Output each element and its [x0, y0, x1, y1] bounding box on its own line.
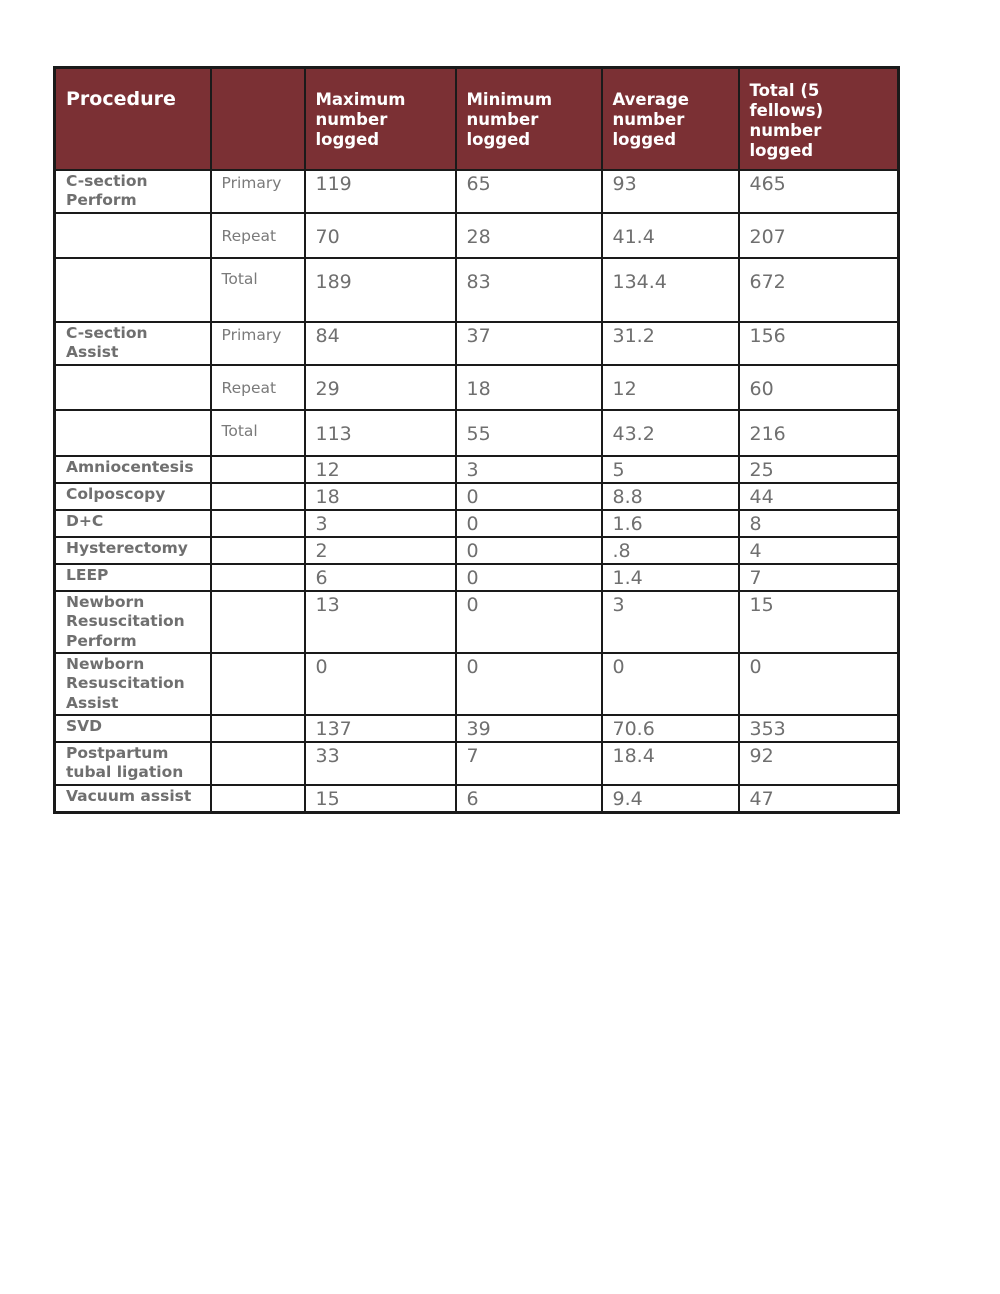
- cell-minimum: 6: [456, 785, 602, 813]
- cell-average: 1.4: [602, 564, 739, 591]
- cell-minimum: 55: [456, 410, 602, 456]
- header-average: Average number logged: [602, 68, 739, 170]
- cell-average: 0: [602, 653, 739, 715]
- table-row: [55, 456, 899, 483]
- cell-subtype: [211, 591, 305, 653]
- table-row: [55, 591, 899, 653]
- cell-subtype: Repeat: [211, 213, 305, 258]
- table-row: [55, 410, 899, 456]
- cell-procedure: Amniocentesis: [55, 456, 211, 483]
- cell-total: 7: [739, 564, 899, 591]
- cell-total: 216: [739, 410, 899, 456]
- cell-average: .8: [602, 537, 739, 564]
- cell-average: 1.6: [602, 510, 739, 537]
- table-row: [55, 564, 899, 591]
- cell-total: 0: [739, 653, 899, 715]
- cell-total: 4: [739, 537, 899, 564]
- cell-average: 41.4: [602, 213, 739, 258]
- table-row: [55, 258, 899, 322]
- cell-minimum: 28: [456, 213, 602, 258]
- cell-procedure: C-section Assist: [55, 322, 211, 365]
- cell-procedure: LEEP: [55, 564, 211, 591]
- cell-minimum: 0: [456, 537, 602, 564]
- cell-minimum: 0: [456, 483, 602, 510]
- cell-subtype: [211, 715, 305, 742]
- header-procedure: Procedure: [55, 68, 211, 170]
- table-row: [55, 510, 899, 537]
- cell-average: 70.6: [602, 715, 739, 742]
- cell-subtype: [211, 510, 305, 537]
- cell-average: 43.2: [602, 410, 739, 456]
- cell-minimum: 7: [456, 742, 602, 785]
- cell-procedure: Newborn Resuscitation Assist: [55, 653, 211, 715]
- cell-procedure: D+C: [55, 510, 211, 537]
- cell-maximum: 84: [305, 322, 456, 365]
- cell-minimum: 0: [456, 591, 602, 653]
- cell-subtype: [211, 456, 305, 483]
- cell-minimum: 18: [456, 365, 602, 410]
- cell-minimum: 0: [456, 510, 602, 537]
- cell-procedure: [55, 365, 211, 410]
- cell-total: 60: [739, 365, 899, 410]
- cell-maximum: 6: [305, 564, 456, 591]
- table-row: [55, 715, 899, 742]
- cell-average: 9.4: [602, 785, 739, 813]
- cell-subtype: [211, 653, 305, 715]
- table-header-row: [55, 68, 899, 170]
- table-row: [55, 742, 899, 785]
- cell-subtype: Total: [211, 258, 305, 322]
- cell-maximum: 18: [305, 483, 456, 510]
- cell-maximum: 0: [305, 653, 456, 715]
- table-row: [55, 365, 899, 410]
- cell-total: 92: [739, 742, 899, 785]
- table-row: [55, 653, 899, 715]
- cell-total: 672: [739, 258, 899, 322]
- cell-maximum: 15: [305, 785, 456, 813]
- cell-subtype: [211, 564, 305, 591]
- cell-average: 134.4: [602, 258, 739, 322]
- cell-maximum: 113: [305, 410, 456, 456]
- cell-average: 3: [602, 591, 739, 653]
- cell-subtype: Primary: [211, 170, 305, 213]
- cell-maximum: 189: [305, 258, 456, 322]
- cell-maximum: 3: [305, 510, 456, 537]
- cell-minimum: 37: [456, 322, 602, 365]
- cell-total: 353: [739, 715, 899, 742]
- cell-total: 47: [739, 785, 899, 813]
- cell-subtype: [211, 483, 305, 510]
- table-row: [55, 537, 899, 564]
- cell-average: 93: [602, 170, 739, 213]
- cell-maximum: 13: [305, 591, 456, 653]
- cell-subtype: [211, 785, 305, 813]
- cell-procedure: Postpartum tubal ligation: [55, 742, 211, 785]
- cell-maximum: 70: [305, 213, 456, 258]
- cell-average: 12: [602, 365, 739, 410]
- cell-procedure: C-section Perform: [55, 170, 211, 213]
- cell-procedure: [55, 258, 211, 322]
- cell-maximum: 2: [305, 537, 456, 564]
- cell-subtype: Total: [211, 410, 305, 456]
- cell-subtype: [211, 537, 305, 564]
- cell-minimum: 65: [456, 170, 602, 213]
- cell-minimum: 39: [456, 715, 602, 742]
- cell-procedure: Vacuum assist: [55, 785, 211, 813]
- cell-total: 15: [739, 591, 899, 653]
- cell-maximum: 137: [305, 715, 456, 742]
- header-subtype: [211, 68, 305, 170]
- procedure-log-table: [53, 66, 900, 814]
- cell-minimum: 0: [456, 653, 602, 715]
- cell-maximum: 12: [305, 456, 456, 483]
- cell-minimum: 3: [456, 456, 602, 483]
- header-minimum: Minimum number logged: [456, 68, 602, 170]
- cell-total: 465: [739, 170, 899, 213]
- cell-total: 25: [739, 456, 899, 483]
- cell-total: 156: [739, 322, 899, 365]
- cell-maximum: 33: [305, 742, 456, 785]
- cell-average: 8.8: [602, 483, 739, 510]
- header-total: Total (5 fellows) number logged: [739, 68, 899, 170]
- cell-total: 207: [739, 213, 899, 258]
- cell-procedure: Newborn Resuscitation Perform: [55, 591, 211, 653]
- cell-average: 31.2: [602, 322, 739, 365]
- cell-procedure: Colposcopy: [55, 483, 211, 510]
- cell-procedure: Hysterectomy: [55, 537, 211, 564]
- cell-subtype: Primary: [211, 322, 305, 365]
- cell-procedure: SVD: [55, 715, 211, 742]
- header-maximum: Maximum number logged: [305, 68, 456, 170]
- cell-procedure: [55, 213, 211, 258]
- table-row: [55, 322, 899, 365]
- cell-total: 44: [739, 483, 899, 510]
- table-row: [55, 785, 899, 813]
- cell-minimum: 0: [456, 564, 602, 591]
- table-row: [55, 170, 899, 213]
- cell-average: 18.4: [602, 742, 739, 785]
- cell-procedure: [55, 410, 211, 456]
- cell-subtype: [211, 742, 305, 785]
- table-row: [55, 483, 899, 510]
- cell-subtype: Repeat: [211, 365, 305, 410]
- cell-minimum: 83: [456, 258, 602, 322]
- cell-maximum: 119: [305, 170, 456, 213]
- cell-maximum: 29: [305, 365, 456, 410]
- cell-average: 5: [602, 456, 739, 483]
- table-row: [55, 213, 899, 258]
- cell-total: 8: [739, 510, 899, 537]
